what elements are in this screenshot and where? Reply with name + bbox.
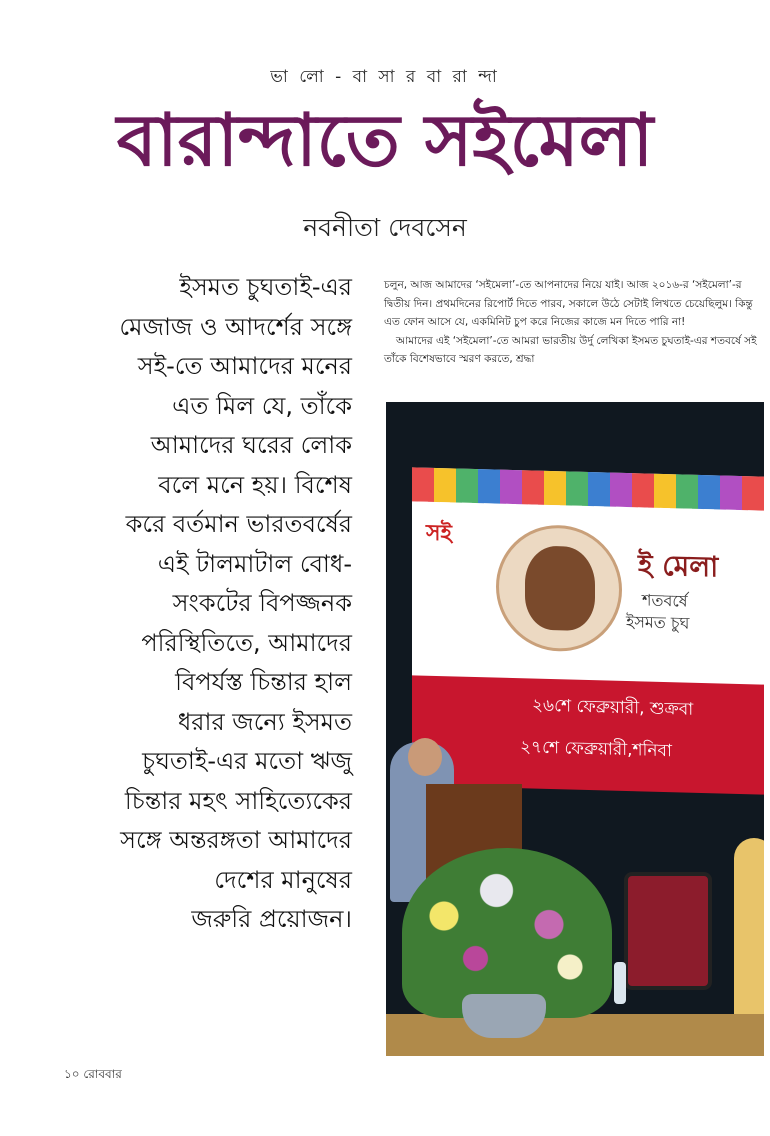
pull-quote-line: চিন্তার মহৎ সাহিত্যেকের — [124, 786, 352, 815]
bunting-decoration — [412, 467, 764, 510]
portrait-medallion — [496, 524, 622, 653]
pull-quote-line: সঙ্গে অন্তরঙ্গতা আমাদের — [120, 826, 352, 854]
pull-quote — [64, 268, 352, 940]
pull-quote-line: বিপর্যস্ত চিন্তার হাল — [175, 668, 352, 696]
banner-date: ২৬শে ফেব্রুয়ারী, শুক্রবা — [532, 695, 694, 720]
water-bottle — [614, 962, 626, 1004]
event-photo — [386, 402, 764, 1056]
intro-text — [384, 276, 762, 369]
sai-logo: সই — [426, 520, 452, 547]
intro-paragraph: চলুন, আজ আমাদের ‘সইমেলা’-তে আপনাদের নিয়ে যাই। আজ ২০১৬-র ‘সইমেলা’-র দ্বিতীয় দিন। প্রথমদিনের রিপোর্ট দিতে পারব, সকালে উঠে সেটাই লিখতে চেয়েছিলুম। কিন্তু এত ফোন আসে যে, একমিনিট চুপ করে নিজের কাজে মন দিতে পারি না! — [384, 279, 753, 328]
stage-floor — [386, 1014, 764, 1056]
pull-quote-line: সই-তে আমাদের মনের — [137, 352, 352, 380]
pull-quote-line: এই টালমাটাল বোধ- — [157, 549, 352, 578]
pull-quote-line: করে বর্তমান ভারতবর্ষের — [125, 510, 352, 538]
banner-subtitle: শতবর্ষে — [642, 590, 688, 611]
flower-vase — [462, 994, 546, 1038]
speaker-head — [408, 738, 442, 776]
flower-arrangement — [402, 848, 612, 1018]
pull-quote-line: জরুরি প্রয়োজন। — [191, 905, 352, 933]
author-byline: নবনীতা দেবসেন — [303, 213, 467, 242]
banner-title: ই মেলা — [638, 548, 719, 584]
event-banner — [412, 467, 764, 776]
page-title: বারান্দাতে সইমেলা — [116, 97, 654, 182]
pull-quote-line: পরিস্থিতিতে, আমাদের — [141, 628, 352, 657]
pull-quote-line: বলে মনে হয়। বিশেষ — [158, 470, 352, 499]
pull-quote-line: আমাদের ঘরের লোক — [150, 431, 352, 459]
pull-quote-line: মেজাজ ও আদর্শের সঙ্গে — [119, 312, 352, 341]
pull-quote-line: সংকটের বিপজ্জনক — [172, 589, 352, 617]
page-folio: ১০ রোববার — [64, 1067, 122, 1081]
seated-figure — [734, 838, 764, 1014]
pull-quote-line: দেশের মানুষের — [214, 865, 352, 894]
kicker: ভা লো - বা সা র বা রা ন্দা — [270, 67, 500, 87]
chair — [624, 872, 712, 990]
intro-paragraph: আমাদের এই ‘সইমেলা’-তে আমরা ভারতীয় উর্দু লেখিকা ইসমত চুঘতাই-এর শতবর্ষে সই তাঁকে বিশেষভাবে স্মরণ করতে, শ্রদ্ধা — [384, 334, 757, 365]
banner-subtitle: ইসমত চুঘ — [626, 611, 690, 633]
pull-quote-line: ধরার জন্যে ইসমত — [177, 707, 352, 736]
pull-quote-line: চুঘতাই-এর মতো ঋজু — [142, 747, 352, 775]
banner-date: ২৭শে ফেব্রুয়ারী,শনিবা — [520, 737, 672, 762]
pull-quote-line: এত মিল যে, তাঁকে — [172, 391, 352, 420]
pull-quote-line: ইসমত চুঘতাই-এর — [179, 273, 352, 301]
